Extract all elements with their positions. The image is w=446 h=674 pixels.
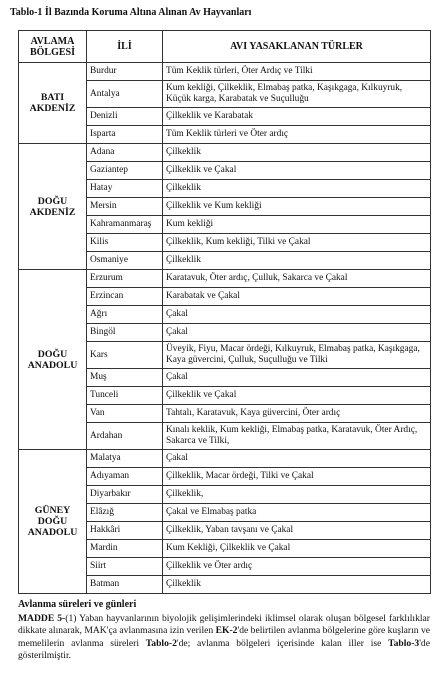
province-cell: Diyarbakır: [87, 486, 163, 504]
article-text-2: 'de belirtilen avlanma bölgelerine göre kuşların ve memelilerin avlanma süreleri: [18, 625, 431, 649]
species-cell: Çilkeklik: [163, 144, 431, 162]
tablo3-reference: Tablo-3: [388, 637, 420, 649]
region-cell: DOĞU AKDENİZ: [19, 144, 87, 270]
province-cell: Muş: [87, 369, 163, 387]
species-cell: Çilkeklik: [163, 576, 431, 594]
province-cell: Elâzığ: [87, 504, 163, 522]
article-number: MADDE 5-: [18, 613, 66, 624]
province-cell: Adıyaman: [87, 468, 163, 486]
tablo2-reference: Tablo-2: [145, 637, 177, 649]
species-cell: Çilkeklik ve Çakal: [163, 387, 431, 405]
province-cell: Ardahan: [87, 423, 163, 450]
species-cell: Çilkeklik, Yaban tavşanı ve Çakal: [163, 522, 431, 540]
species-cell: Çakal: [163, 369, 431, 387]
species-cell: Çakal ve Elmabaş patka: [163, 504, 431, 522]
province-cell: Adana: [87, 144, 163, 162]
article-text-1: (1) Yaban hayvanlarının biyolojik gelişimlerindeki iklimsel olarak oluşan bölgesel farklılıklar dikkate alınarak, MAK'ça avlanmasına izin verilen: [18, 613, 430, 637]
table-row: [19, 144, 431, 162]
species-cell: Çakal: [163, 324, 431, 342]
province-cell: Malatya: [87, 450, 163, 468]
species-cell: Çilkeklik ve Kum kekliği: [163, 198, 431, 216]
article-paragraph: [18, 613, 430, 663]
province-cell: Ağrı: [87, 306, 163, 324]
species-cell: Çilkeklik: [163, 252, 431, 270]
province-cell: Erzurum: [87, 270, 163, 288]
species-cell: Çilkeklik ve Karabatak: [163, 108, 431, 126]
species-cell: Çilkeklik, Macar ördeği, Tilki ve Çakal: [163, 468, 431, 486]
province-cell: Kilis: [87, 234, 163, 252]
hunting-ban-table: [18, 30, 431, 594]
table-caption: Tablo-1 İl Bazında Koruma Altına Alınan Av Hayvanları: [10, 7, 252, 18]
region-cell: BATI AKDENİZ: [19, 63, 87, 144]
province-cell: Burdur: [87, 63, 163, 81]
province-cell: Kahramanmaraş: [87, 216, 163, 234]
species-cell: Kum Kekliği, Çilkeklik ve Çakal: [163, 540, 431, 558]
region-cell: GÜNEY DOĞU ANADOLU: [19, 450, 87, 594]
province-cell: Isparta: [87, 126, 163, 144]
province-cell: Hatay: [87, 180, 163, 198]
header-province: İLİ: [87, 31, 163, 63]
hunting-periods-section: [18, 599, 430, 663]
species-cell: Karatavuk, Öter ardıç, Çulluk, Sakarca ve Çakal: [163, 270, 431, 288]
province-cell: Antalya: [87, 81, 163, 108]
table-row: [19, 63, 431, 81]
species-cell: Çakal: [163, 450, 431, 468]
species-cell: Çakal: [163, 306, 431, 324]
province-cell: Tunceli: [87, 387, 163, 405]
province-cell: Van: [87, 405, 163, 423]
province-cell: Siirt: [87, 558, 163, 576]
species-cell: Üveyik, Fiyu, Macar ördeği, Kılkuyruk, Elmabaş patka, Kaşıkgaga, Kaya güvercini, Çulluk, Suçulluğu ve Tilki: [163, 342, 431, 369]
table-row: [19, 450, 431, 468]
province-cell: Bingöl: [87, 324, 163, 342]
species-cell: Çilkeklik, Kum kekliği, Tilki ve Çakal: [163, 234, 431, 252]
species-cell: Tahtalı, Karatavuk, Kaya güvercini, Öter ardıç: [163, 405, 431, 423]
province-cell: Osmaniye: [87, 252, 163, 270]
region-cell: DOĞU ANADOLU: [19, 270, 87, 450]
article-text-4: 'de gösterilmiştir.: [18, 637, 430, 662]
species-cell: Kınalı keklik, Kum kekliği, Elmabaş patka, Karatavuk, Öter Ardıç, Sakarca ve Tilki,: [163, 423, 431, 450]
table-row: [19, 270, 431, 288]
province-cell: Erzincan: [87, 288, 163, 306]
header-species: AVI YASAKLANAN TÜRLER: [163, 31, 431, 63]
species-cell: Kum kekliği, Çilkeklik, Elmabaş patka, Kaşıkgaga, Kılkuyruk, Küçük karga, Karabatak ve Suçulluğu: [163, 81, 431, 108]
province-cell: Hakkâri: [87, 522, 163, 540]
province-cell: Mardin: [87, 540, 163, 558]
species-cell: Tüm Keklik türleri, Öter Ardıç ve Tilki: [163, 63, 431, 81]
species-cell: Çilkeklik ve Çakal: [163, 162, 431, 180]
province-cell: Gaziantep: [87, 162, 163, 180]
species-cell: Kum kekliği: [163, 216, 431, 234]
ek2-reference: EK-2: [215, 625, 238, 637]
table-body: [19, 63, 431, 594]
section-title: Avlanma süreleri ve günleri: [18, 599, 137, 610]
province-cell: Mersin: [87, 198, 163, 216]
article-text-3: 'de; avlanma bölgeleri içerisinde kalan iller ise: [176, 637, 389, 649]
province-cell: Denizli: [87, 108, 163, 126]
header-region: AVLAMA BÖLGESİ: [19, 31, 87, 63]
species-cell: Çilkeklik: [163, 180, 431, 198]
province-cell: Kars: [87, 342, 163, 369]
species-cell: Tüm Keklik türleri ve Öter ardıç: [163, 126, 431, 144]
province-cell: Batman: [87, 576, 163, 594]
species-cell: Çilkeklik,: [163, 486, 431, 504]
species-cell: Karabatak ve Çakal: [163, 288, 431, 306]
species-cell: Çilkeklik ve Öter ardıç: [163, 558, 431, 576]
